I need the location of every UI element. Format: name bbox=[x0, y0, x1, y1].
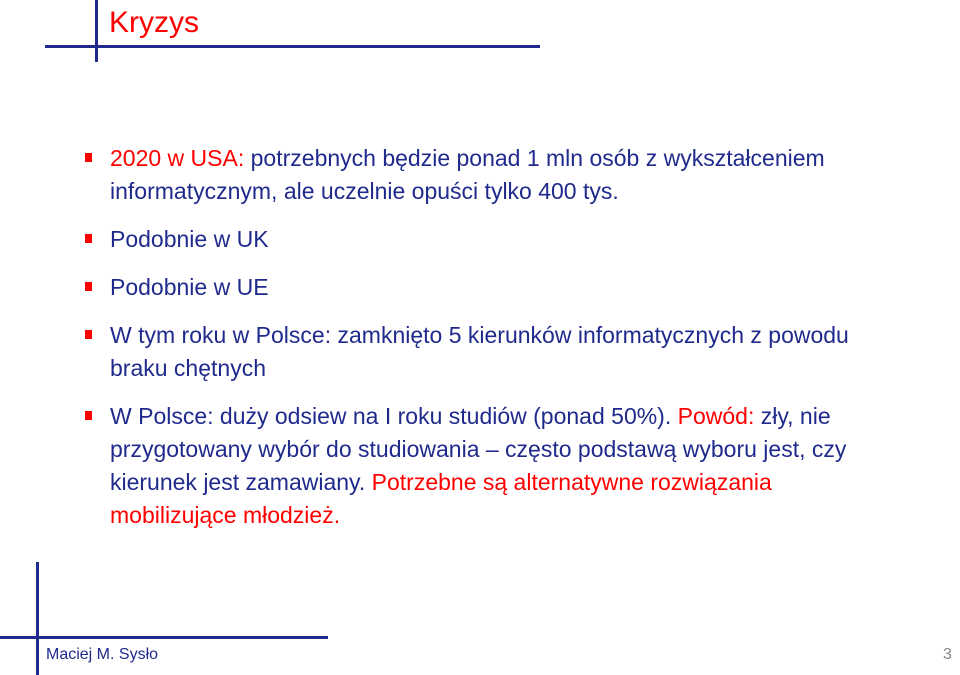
bullet-item bbox=[82, 271, 902, 304]
bullet-text-segment: W tym roku w Polsce: bbox=[110, 322, 332, 348]
bullet-square-icon bbox=[85, 330, 92, 339]
bullet-text-segment: Potrzebne są alternatywne rozwiązania mobilizujące młodzież. bbox=[110, 469, 772, 528]
footer-horizontal-rule bbox=[0, 636, 328, 639]
footer-vertical-rule bbox=[36, 562, 39, 675]
bullet-item bbox=[82, 319, 902, 385]
bullet-item bbox=[82, 142, 902, 208]
bullet-text-segment: 2020 w USA: bbox=[110, 145, 245, 171]
bullet-square-icon bbox=[85, 234, 92, 243]
bullet-square-icon bbox=[85, 282, 92, 291]
title-horizontal-rule bbox=[45, 45, 540, 48]
bullet-text-segment: duży odsiew na I roku studiów (ponad 50%). bbox=[213, 403, 672, 429]
bullet-text-segment: zły, nie przygotowany wybór do studiowania – często podstawą wyboru jest, czy kierunek jest zamawiany. bbox=[110, 403, 847, 495]
bullet-item bbox=[82, 400, 902, 532]
bullet-square-icon bbox=[85, 411, 92, 420]
bullet-text-segment: zamknięto 5 kierunków informatycznych z powodu braku chętnych bbox=[110, 322, 849, 381]
bullet-square-icon bbox=[85, 153, 92, 162]
bullet-item bbox=[82, 223, 902, 256]
page-number: 3 bbox=[943, 646, 952, 663]
bullet-list bbox=[82, 142, 902, 547]
bullet-text-segment: Podobnie w UE bbox=[110, 274, 269, 300]
bullet-text-segment: W Polsce: bbox=[110, 403, 214, 429]
bullet-text-segment: potrzebnych będzie ponad 1 mln osób z wykształceniem informatycznym, ale uczelnie opuści tylko 400 tys. bbox=[110, 145, 825, 204]
slide-title: Kryzys bbox=[109, 6, 199, 39]
title-vertical-rule bbox=[95, 0, 98, 62]
footer-author: Maciej M. Sysło bbox=[46, 646, 159, 663]
bullet-text-segment: Powód: bbox=[671, 403, 755, 429]
bullet-text-segment: Podobnie w UK bbox=[110, 226, 269, 252]
